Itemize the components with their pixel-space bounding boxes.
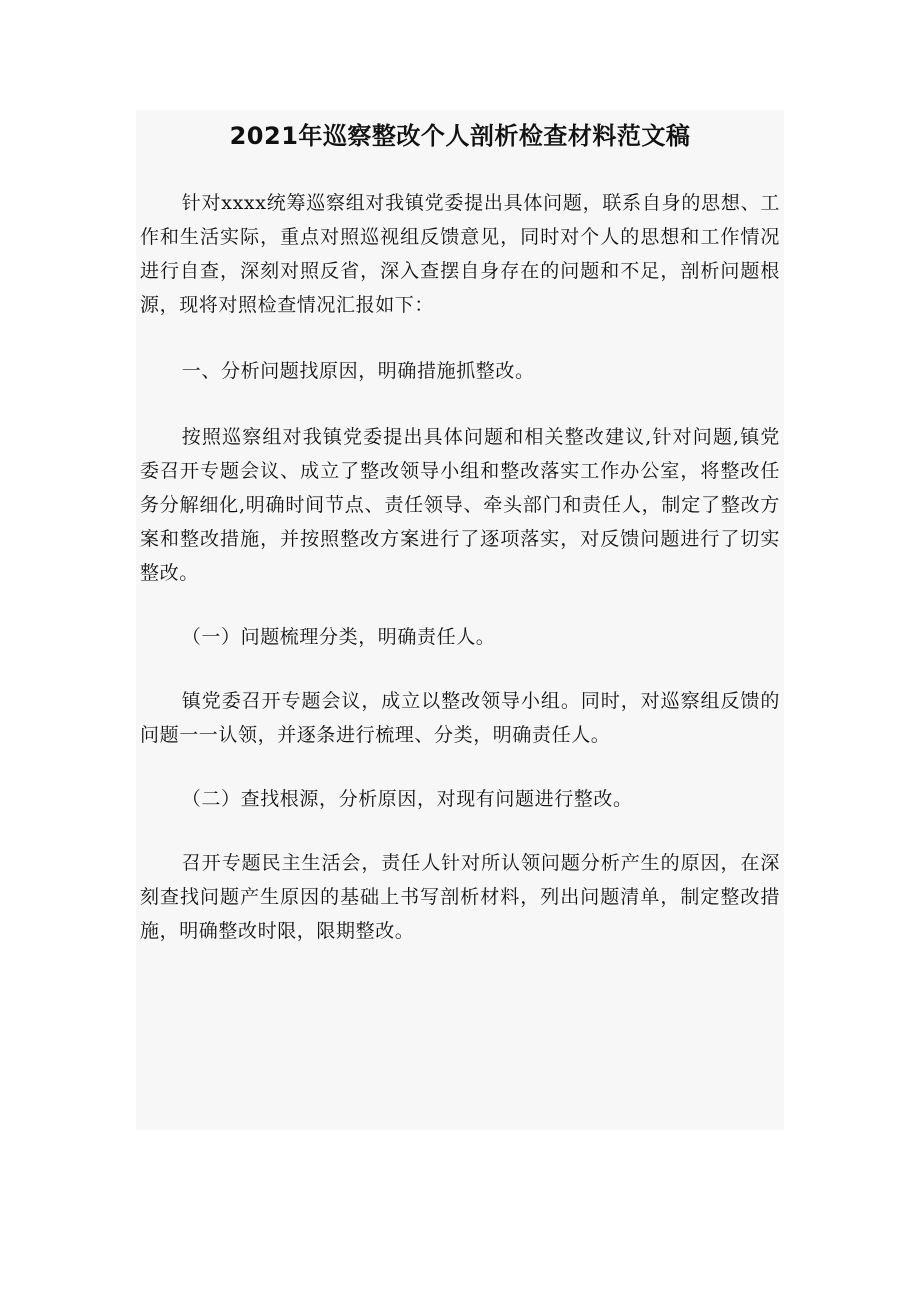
subsection-heading-1: （一）问题梳理分类，明确责任人。 (181, 626, 496, 648)
subsection-heading-2: （二）查找根源，分析原因，对现有问题进行整改。 (181, 788, 633, 810)
subsection-2-paragraph: 召开专题民主生活会，责任人针对所认领问题分析产生的原因，在深刻查找问题产生原因的基础上书写剖析材料，列出问题清单，制定整改措施，明确整改时限，限期整改。 (140, 852, 780, 942)
document-body (140, 186, 780, 948)
section-heading-1: 一、分析问题找原因，明确措施抓整改。 (181, 360, 535, 382)
section-1-paragraph: 按照巡察组对我镇党委提出具体问题和相关整改建议,针对问题,镇党委召开专题会议、成立了整改领导小组和整改落实工作办公室，将整改任务分解细化,明确时间节点、责任领导、牵头部门和责任人，制定了整改方案和整改措施，并按照整改方案进行了逐项落实，对反馈问题进行了切实整改。 (140, 426, 780, 584)
intro-paragraph: 针对xxxx统筹巡察组对我镇党委提出具体问题，联系自身的思想、工作和生活实际，重点对照巡视组反馈意见，同时对个人的思想和工作情况进行自查，深刻对照反省，深入查摆自身存在的问题和不足，剖析问题根源，现将对照检查情况汇报如下： (140, 192, 780, 316)
subsection-1-paragraph: 镇党委召开专题会议，成立以整改领导小组。同时，对巡察组反馈的问题一一认领，并逐条进行梳理、分类，明确责任人。 (140, 690, 780, 746)
document-title: 2021年巡察整改个人剖析检查材料范文稿 (229, 122, 691, 150)
